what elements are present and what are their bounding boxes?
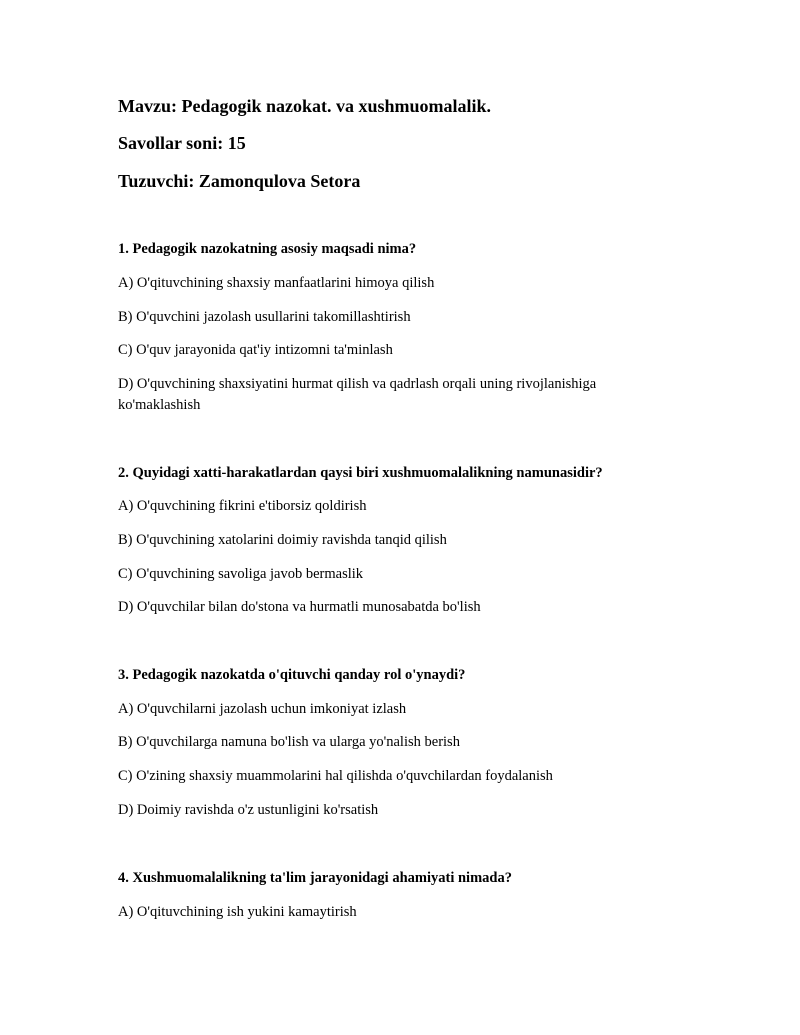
answer-option: D) Doimiy ravishda o'z ustunligini ko'rsatish	[118, 802, 379, 818]
question-count: Savollar soni: 15	[118, 133, 246, 153]
answer-option: C) O'quvchining savoliga javob bermaslik	[118, 566, 364, 582]
answer-option: C) O'quv jarayonida qat'iy intizomni ta'minlash	[118, 342, 393, 358]
answer-option: D) O'quvchilar bilan do'stona va hurmatli munosabatda bo'lish	[118, 599, 481, 615]
answer-option: A) O'quvchilarni jazolash uchun imkoniyat izlash	[118, 701, 407, 717]
answer-option: B) O'quvchilarga namuna bo'lish va ularga yo'nalish berish	[118, 734, 460, 750]
question-title: 4. Xushmuomalalikning ta'lim jarayonidagi ahamiyati nimada?	[118, 870, 512, 886]
answer-option: B) O'quvchini jazolash usullarini takomillashtirish	[118, 309, 411, 325]
answer-option: C) O'zining shaxsiy muammolarini hal qilishda o'quvchilardan foydalanish	[118, 768, 553, 784]
answer-option: A) O'qituvchining ish yukini kamaytirish	[118, 904, 357, 920]
question-title: 3. Pedagogik nazokatda o'qituvchi qanday rol o'ynaydi?	[118, 667, 466, 683]
answer-option: A) O'qituvchining shaxsiy manfaatlarini himoya qilish	[118, 275, 435, 291]
question-title: 2. Quyidagi xatti-harakatlardan qaysi biri xushmuomalalikning namunasidir?	[118, 465, 603, 481]
answer-option: A) O'quvchining fikrini e'tiborsiz qoldirish	[118, 498, 367, 514]
answer-option: D) O'quvchining shaxsiyatini hurmat qilish va qadrlash orqali uning rivojlanishiga ko'maklashish	[118, 376, 597, 413]
author-line: Tuzuvchi: Zamonqulova Setora	[118, 171, 361, 191]
answer-option: B) O'quvchining xatolarini doimiy ravishda tanqid qilish	[118, 532, 447, 548]
question-title: 1. Pedagogik nazokatning asosiy maqsadi nima?	[118, 241, 417, 257]
topic-heading: Mavzu: Pedagogik nazokat. va xushmuomalalik.	[118, 96, 492, 116]
